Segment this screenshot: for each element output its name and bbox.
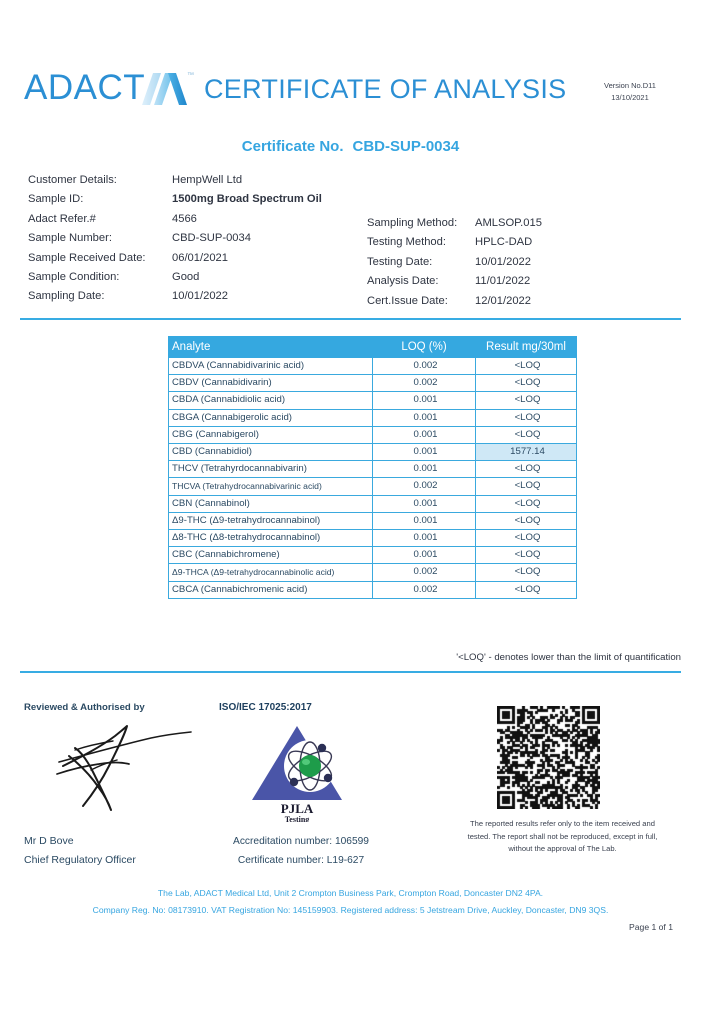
table-row <box>169 461 577 478</box>
version-number: Version No.D11 <box>604 81 656 90</box>
customer-details-column <box>28 174 368 310</box>
detail-row <box>367 275 687 294</box>
cell-loq: 0.001 <box>373 444 476 461</box>
accreditation-certificate-number: Certificate number: L19-627 <box>237 855 365 866</box>
detail-value: Good <box>172 270 200 283</box>
trademark-symbol: ™ <box>187 72 194 79</box>
detail-row <box>28 174 368 193</box>
cell-loq: 0.001 <box>373 409 476 426</box>
signatory-name: Mr D Bove <box>24 835 74 847</box>
table-row <box>169 392 577 409</box>
detail-value: 10/01/2022 <box>172 290 228 303</box>
cell-result: <LOQ <box>476 392 577 409</box>
detail-value: 11/01/2022 <box>475 275 531 288</box>
cell-result: <LOQ <box>476 547 577 564</box>
detail-label: Testing Method: <box>367 236 446 249</box>
detail-label: Sample Number: <box>28 232 112 245</box>
detail-label: Testing Date: <box>367 255 433 268</box>
cell-loq: 0.001 <box>373 461 476 478</box>
cell-loq: 0.001 <box>373 495 476 512</box>
detail-value: 12/01/2022 <box>475 294 531 307</box>
divider-bottom <box>20 671 681 673</box>
cell-analyte: CBCA (Cannabichromenic acid) <box>169 581 373 598</box>
signatory-role: Chief Regulatory Officer <box>24 854 136 866</box>
sample-details-section <box>0 174 701 307</box>
footer-registration-line: Company Reg. No: 08173910. VAT Registration No: 145159903. Registered address: 5 Jetstream Drive, Auckley, Doncaster, DN9 3QS. <box>92 905 609 915</box>
certificate-number-value: CBD-SUP-0034 <box>352 138 460 155</box>
reviewed-authorised-heading: Reviewed & Authorised by <box>24 702 145 713</box>
qr-code[interactable] <box>497 706 600 809</box>
results-table <box>168 336 577 599</box>
detail-row <box>28 252 368 271</box>
cell-analyte: Δ9-THCA (Δ9-tetrahydrocannabinolic acid) <box>169 564 373 581</box>
table-header-row <box>169 337 577 358</box>
detail-row <box>367 295 687 314</box>
detail-row <box>367 217 687 236</box>
detail-row <box>28 193 368 212</box>
cell-result: <LOQ <box>476 461 577 478</box>
detail-row <box>367 256 687 275</box>
cell-result: <LOQ <box>476 426 577 443</box>
results-table-wrapper <box>168 336 572 599</box>
loq-footnote: '<LOQ' - denotes lower than the limit of quantification <box>456 652 681 663</box>
cell-result: <LOQ <box>476 530 577 547</box>
cell-loq: 0.001 <box>373 426 476 443</box>
cell-result: <LOQ <box>476 564 577 581</box>
results-table-body <box>169 358 577 599</box>
cell-loq: 0.001 <box>373 547 476 564</box>
table-row <box>169 495 577 512</box>
cell-analyte: THCVA (Tetrahydrocannabivarinic acid) <box>169 478 373 495</box>
cell-loq: 0.002 <box>373 478 476 495</box>
cell-analyte: CBDA (Cannabidiolic acid) <box>169 392 373 409</box>
cell-result: <LOQ <box>476 581 577 598</box>
detail-label: Analysis Date: <box>367 275 439 288</box>
table-row <box>169 375 577 392</box>
detail-label: Sample Received Date: <box>28 251 146 264</box>
detail-value: AMLSOP.015 <box>475 217 542 229</box>
certificate-number-label: Certificate No. <box>241 138 344 155</box>
cell-analyte: CBN (Cannabinol) <box>169 495 373 512</box>
detail-value: 10/01/2022 <box>475 255 531 268</box>
table-row <box>169 444 577 461</box>
table-row <box>169 547 577 564</box>
cell-analyte: CBD (Cannabidiol) <box>169 444 373 461</box>
cell-result: <LOQ <box>476 495 577 512</box>
detail-value: CBD-SUP-0034 <box>172 232 251 245</box>
detail-label: Cert.Issue Date: <box>367 294 448 307</box>
cell-result: <LOQ <box>476 478 577 495</box>
pjla-accreditation-logo <box>248 722 346 822</box>
table-row <box>169 512 577 529</box>
cell-analyte: CBGA (Cannabigerolic acid) <box>169 409 373 426</box>
results-table-head <box>169 337 577 358</box>
detail-row <box>28 213 368 232</box>
iso-standard-heading: ISO/IEC 17025:2017 <box>219 702 312 713</box>
cell-analyte: CBG (Cannabigerol) <box>169 426 373 443</box>
detail-row <box>28 290 368 309</box>
table-row <box>169 564 577 581</box>
detail-value: 4566 <box>172 212 197 225</box>
cell-analyte: CBDVA (Cannabidivarinic acid) <box>169 358 373 375</box>
cell-loq: 0.002 <box>373 358 476 375</box>
version-block <box>575 80 685 104</box>
detail-label: Sampling Date: <box>28 290 105 303</box>
detail-label: Adact Refer.# <box>28 212 96 225</box>
cell-loq: 0.002 <box>373 375 476 392</box>
detail-label: Sample ID: <box>28 193 84 206</box>
cell-result: <LOQ <box>476 409 577 426</box>
cell-result: 1577.14 <box>476 444 577 461</box>
pjla-logo-sub: Testing <box>284 815 310 822</box>
page-number: Page 1 of 1 <box>629 922 673 932</box>
detail-value: 1500mg Broad Spectrum Oil <box>172 193 322 206</box>
cell-loq: 0.001 <box>373 530 476 547</box>
detail-row <box>367 236 687 255</box>
footer-address-line: The Lab, ADACT Medical Ltd, Unit 2 Crompton Business Park, Crompton Road, Doncaster DN2 4PA. <box>157 888 544 898</box>
signature-image <box>55 722 195 817</box>
adact-logo-text: ADACT <box>24 68 146 107</box>
cell-loq: 0.002 <box>373 581 476 598</box>
cell-analyte: Δ8-THC (Δ8-tetrahydrocannabinol) <box>169 530 373 547</box>
detail-label: Sample Condition: <box>28 270 120 283</box>
qr-disclaimer-text: The reported results refer only to the item received and tested. The report shall not be reproduced, except in full, without the approval of The Lab. <box>467 819 658 854</box>
cell-loq: 0.001 <box>373 512 476 529</box>
table-row <box>169 426 577 443</box>
cell-analyte: CBC (Cannabichromene) <box>169 547 373 564</box>
detail-value: HempWell Ltd <box>172 174 243 186</box>
pjla-logo-main: PJLA <box>280 801 314 816</box>
detail-label: Sampling Method: <box>367 217 458 229</box>
page-title: CERTIFICATE OF ANALYSIS <box>204 74 567 104</box>
column-header-result: Result mg/30ml <box>476 337 577 358</box>
divider-top <box>20 318 681 320</box>
cell-analyte: THCV (Tetrahyrdocannabivarin) <box>169 461 373 478</box>
table-row <box>169 409 577 426</box>
adact-logo-icon <box>140 72 192 106</box>
cell-analyte: Δ9-THC (Δ9-tetrahydrocannabinol) <box>169 512 373 529</box>
cell-result: <LOQ <box>476 375 577 392</box>
column-header-analyte: Analyte <box>169 337 373 358</box>
detail-label: Customer Details: <box>28 174 117 186</box>
version-date: 13/10/2021 <box>611 93 649 102</box>
cell-loq: 0.001 <box>373 392 476 409</box>
cell-loq: 0.002 <box>373 564 476 581</box>
detail-row <box>28 232 368 251</box>
detail-row <box>28 271 368 290</box>
table-row <box>169 358 577 375</box>
table-row <box>169 478 577 495</box>
accreditation-number: Accreditation number: 106599 <box>233 836 369 847</box>
cell-result: <LOQ <box>476 512 577 529</box>
cell-result: <LOQ <box>476 358 577 375</box>
detail-value: HPLC-DAD <box>475 236 533 249</box>
certificate-number-line <box>0 138 701 155</box>
column-header-loq: LOQ (%) <box>373 337 476 358</box>
detail-value: 06/01/2021 <box>172 251 228 264</box>
table-row <box>169 581 577 598</box>
method-details-column <box>367 217 687 314</box>
table-row <box>169 530 577 547</box>
cell-analyte: CBDV (Cannabidivarin) <box>169 375 373 392</box>
